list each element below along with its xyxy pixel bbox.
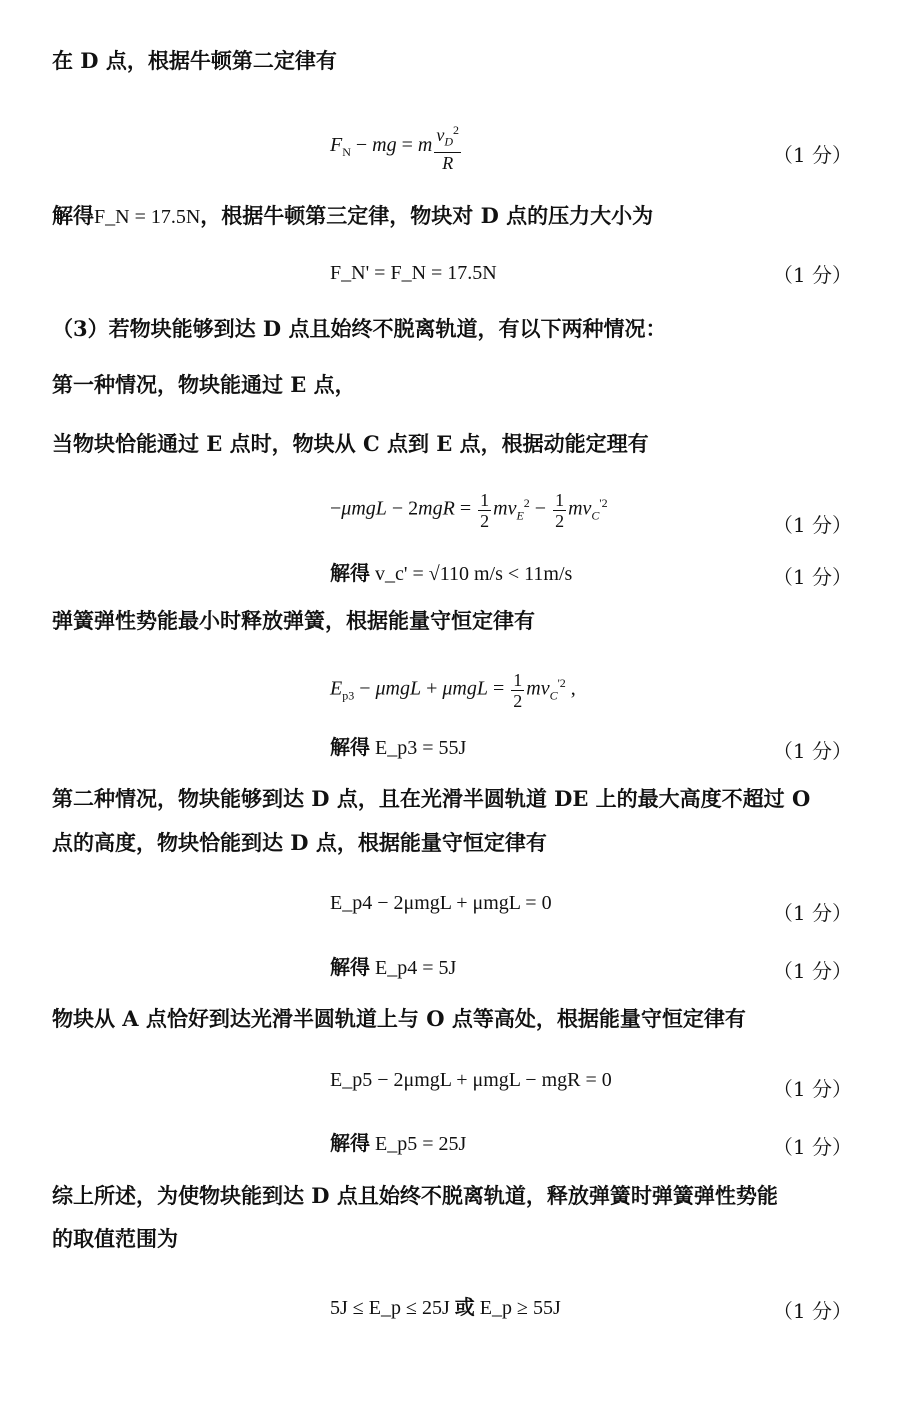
text-line-3: （3）若物块能够到达 D 点且始终不脱离轨道，有以下两种情况： <box>52 316 667 341</box>
score-8: （1 分） <box>772 1077 852 1101</box>
text-line-6: 弹簧弹性势能最小时释放弹簧，根据能量守恒定律有 <box>52 608 535 633</box>
text-line-5: 当物块恰能通过 E 点时，物块从 C 点到 E 点，根据动能定理有 <box>52 431 649 456</box>
equation-ep5-conservation: E_p5 − 2μmgL + μmgL − mgR = 0 <box>330 1069 612 1091</box>
score-2: （1 分） <box>772 263 852 287</box>
equation-ep5: 解得 E_p5 = 25J <box>330 1131 467 1155</box>
equation-fn-value: F_N = 17.5N <box>94 206 201 228</box>
score-3: （1 分） <box>772 513 852 537</box>
text-line-8: 点的高度，物块恰能到达 D 点，根据能量守恒定律有 <box>52 830 547 855</box>
equation-ep3: 解得 E_p3 = 55J <box>330 735 467 759</box>
equation-ep4-conservation: E_p4 − 2μmgL + μmgL = 0 <box>330 892 552 914</box>
equation-range: 5J ≤ E_p ≤ 25J 或 E_p ≥ 55J <box>330 1295 561 1319</box>
equation-kinetic-energy: −μmgL − 2mgR = $\frac{1}{2}$ $mv_E^2$ − $\frac{1}{2}$ $mv_C^{'2}$ <box>330 489 608 531</box>
equation-ep4: 解得 E_p4 = 5J <box>330 955 457 979</box>
text-line-4: 第一种情况，物块能通过 E 点， <box>52 372 356 397</box>
equation-energy-conservation-3: $E_{p3} - \mu mgL + \mu mgL$ = $\frac{1}{2}$ $mv_C^{'2}$ , <box>330 669 576 711</box>
text-line-9: 物块从 A 点恰好到达光滑半圆轨道上与 O 点等高处，根据能量守恒定律有 <box>52 1006 746 1031</box>
text-line-7: 第二种情况，物块能够到达 D 点，且在光滑半圆轨道 DE 上的最大高度不超过 O <box>52 786 811 811</box>
text-line-10: 综上所述，为使物块能到达 D 点且始终不脱离轨道，释放弹簧时弹簧弹性势能 <box>52 1183 778 1208</box>
score-10: （1 分） <box>772 1299 852 1323</box>
equation-pressure: F_N' = F_N = 17.5N <box>330 262 497 284</box>
equation-newton-second: $F_N$ − mg = m $\frac{v_D^2}{R}$ <box>330 120 463 173</box>
text-line-11: 的取值范围为 <box>52 1226 178 1251</box>
score-9: （1 分） <box>772 1135 852 1159</box>
score-7: （1 分） <box>772 959 852 983</box>
text-line-2: 解得F_N = 17.5N，根据牛顿第三定律，物块对 D 点的压力大小为 <box>52 203 654 228</box>
score-1: （1 分） <box>772 143 852 167</box>
score-5: （1 分） <box>772 739 852 763</box>
text-line-1: 在 D 点，根据牛顿第二定律有 <box>52 48 337 73</box>
score-6: （1 分） <box>772 901 852 925</box>
score-4: （1 分） <box>772 565 852 589</box>
equation-vc: 解得 v_c' = √110 m/s < 11m/s <box>330 561 573 585</box>
